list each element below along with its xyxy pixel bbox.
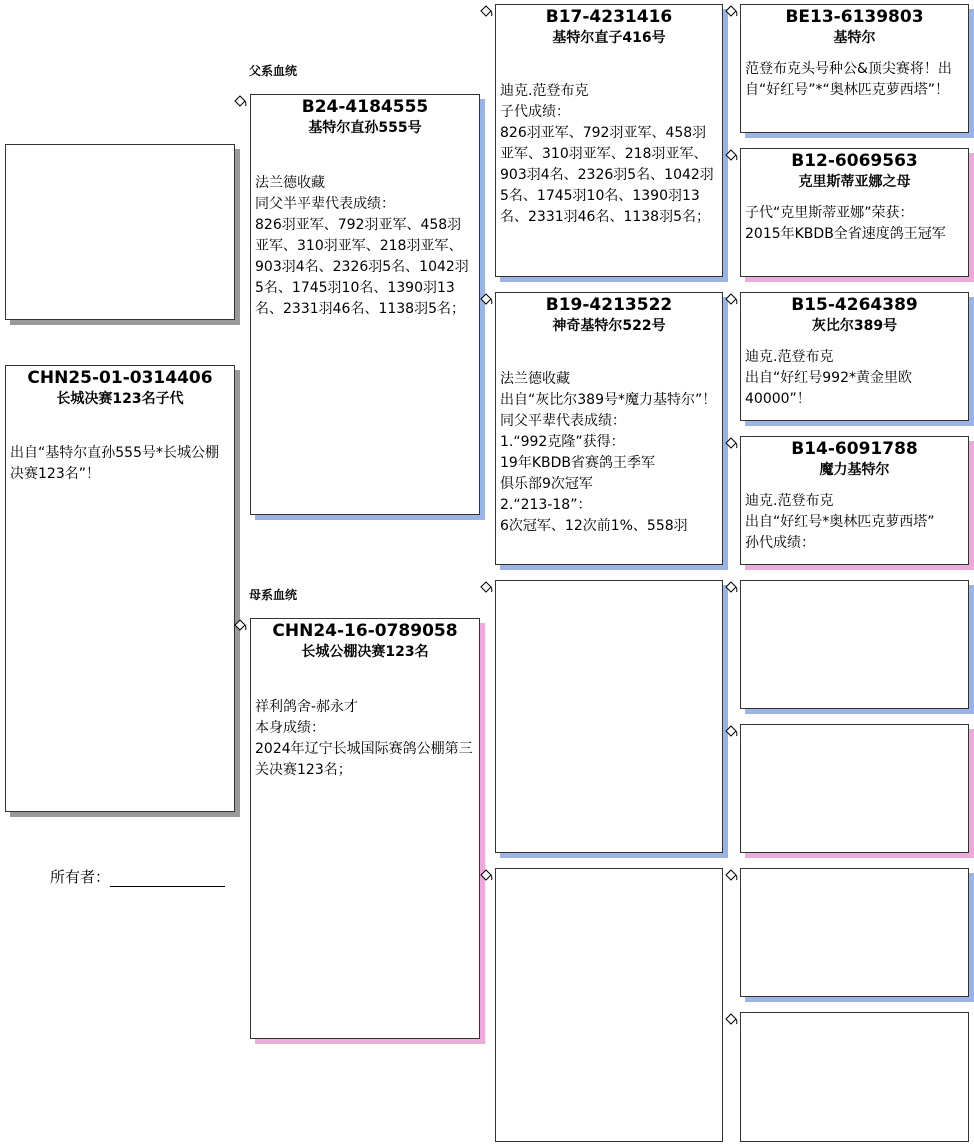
ggs-dss-card[interactable] — [740, 580, 969, 709]
sire-line-label: 父系血统 — [249, 64, 298, 78]
ggs-sds-name: 灰比尔389号 — [811, 318, 898, 334]
dam-note: 祥利鸽舍-郝永才 本身成绩： 2024年辽宁长城国际赛鸽公棚第三关决赛123名； — [255, 699, 473, 778]
ggd-ssd-ring-number: B12-6069563 — [791, 151, 918, 171]
ggs-sds-ring-number: B15-4264389 — [791, 295, 918, 315]
paint-bucket-icon[interactable] — [724, 1013, 738, 1027]
ggd-sdd-name: 魔力基特尔 — [819, 462, 890, 478]
owner-blank-line[interactable] — [110, 871, 225, 887]
ggd-ssd-name: 克里斯蒂亚娜之母 — [798, 174, 911, 190]
ggs-sss-name: 基特尔 — [833, 30, 876, 46]
grandsire-maternal-card[interactable] — [495, 580, 723, 853]
paint-bucket-icon[interactable] — [724, 293, 738, 307]
owner-label: 所有者： — [50, 868, 111, 886]
ggd-ssd-card[interactable] — [740, 148, 969, 277]
granddam-paternal-card[interactable] — [495, 292, 723, 565]
ggd-ddd-card[interactable] — [740, 1012, 969, 1142]
dam-card[interactable] — [250, 618, 480, 1039]
paint-bucket-icon[interactable] — [724, 5, 738, 19]
paint-bucket-icon[interactable] — [724, 869, 738, 883]
granddam-paternal-note: 法兰德收藏 出自“灰比尔389号*魔力基特尔”！ 同父平辈代表成绩： 1.“992克隆”获得： 19年KBDB省赛鸽王季军 俱乐部9次冠军 2.“213-18”： 6次冠军、12次前1%、558羽 — [500, 371, 717, 534]
sire-name: 基特尔直孙555号 — [308, 120, 422, 136]
paint-bucket-icon[interactable] — [233, 95, 247, 109]
ggd-ssd-note: 子代“克里斯蒂亚娜”荣获： 2015年KBDB全省速度鸽王冠军 — [745, 205, 946, 242]
paint-bucket-icon[interactable] — [479, 581, 493, 595]
grandsire-paternal-card[interactable] — [495, 4, 723, 277]
paint-bucket-icon[interactable] — [479, 5, 493, 19]
paint-bucket-icon[interactable] — [724, 725, 738, 739]
dam-line-label: 母系血统 — [249, 588, 298, 602]
photo-card — [5, 144, 235, 320]
ggd-dsd-card[interactable] — [740, 724, 969, 853]
sire-card[interactable] — [250, 94, 480, 515]
granddam-paternal-ring-number: B19-4213522 — [545, 295, 673, 315]
subject-ring-number: CHN25-01-0314406 — [27, 368, 213, 388]
subject-note: 出自“基特尔直孙555号*长城公棚决赛123名”！ — [10, 445, 219, 482]
ggd-sdd-note: 迪克.范登布克 出自“好红号*奥林匹克萝西塔” 孙代成绩： — [745, 493, 935, 551]
ggs-sss-ring-number: BE13-6139803 — [785, 7, 924, 27]
grandsire-paternal-note: 迪克.范登布克 子代成绩： 826羽亚军、792羽亚军、458羽亚军、310羽亚军、218羽亚军、903羽4名、2326羽5名、1042羽5名、1745羽10名、1390羽13名、2331羽46名、1138羽5名； — [500, 83, 714, 225]
ggs-dds-card[interactable] — [740, 868, 969, 997]
ggs-sds-card[interactable] — [740, 292, 969, 421]
paint-bucket-icon[interactable] — [233, 619, 247, 633]
ggd-sdd-card[interactable] — [740, 436, 969, 565]
ggs-sss-card[interactable] — [740, 4, 969, 133]
ggs-sss-note: 范登布克头号种公&顶尖赛将！出自“好红号”*“奥林匹克萝西塔”！ — [745, 61, 952, 98]
granddam-paternal-name: 神奇基特尔522号 — [552, 318, 666, 334]
grandsire-paternal-ring-number: B17-4231416 — [545, 7, 673, 27]
paint-bucket-icon[interactable] — [724, 437, 738, 451]
ggd-sdd-ring-number: B14-6091788 — [791, 439, 918, 459]
sire-note: 法兰德收藏 同父半平辈代表成绩： 826羽亚军、792羽亚军、458羽亚军、310羽亚军、218羽亚军、903羽4名、2326羽5名、1042羽5名、1745羽10名、1390羽13名、2331羽46名、1138羽5名； — [255, 175, 469, 317]
paint-bucket-icon[interactable] — [724, 149, 738, 163]
owner-field — [50, 866, 225, 887]
dam-name: 长城公棚决赛123名 — [301, 644, 429, 660]
paint-bucket-icon[interactable] — [479, 293, 493, 307]
paint-bucket-icon[interactable] — [479, 869, 493, 883]
dam-ring-number: CHN24-16-0789058 — [272, 621, 458, 641]
paint-bucket-icon[interactable] — [724, 581, 738, 595]
subject-card[interactable] — [5, 365, 235, 812]
granddam-maternal-card[interactable] — [495, 868, 723, 1142]
subject-name: 长城决赛123名子代 — [56, 391, 184, 407]
grandsire-paternal-name: 基特尔直子416号 — [552, 30, 666, 46]
ggs-sds-note: 迪克.范登布克 出自“好红号992*黄金里欧40000”！ — [745, 349, 912, 407]
sire-ring-number: B24-4184555 — [301, 97, 429, 117]
